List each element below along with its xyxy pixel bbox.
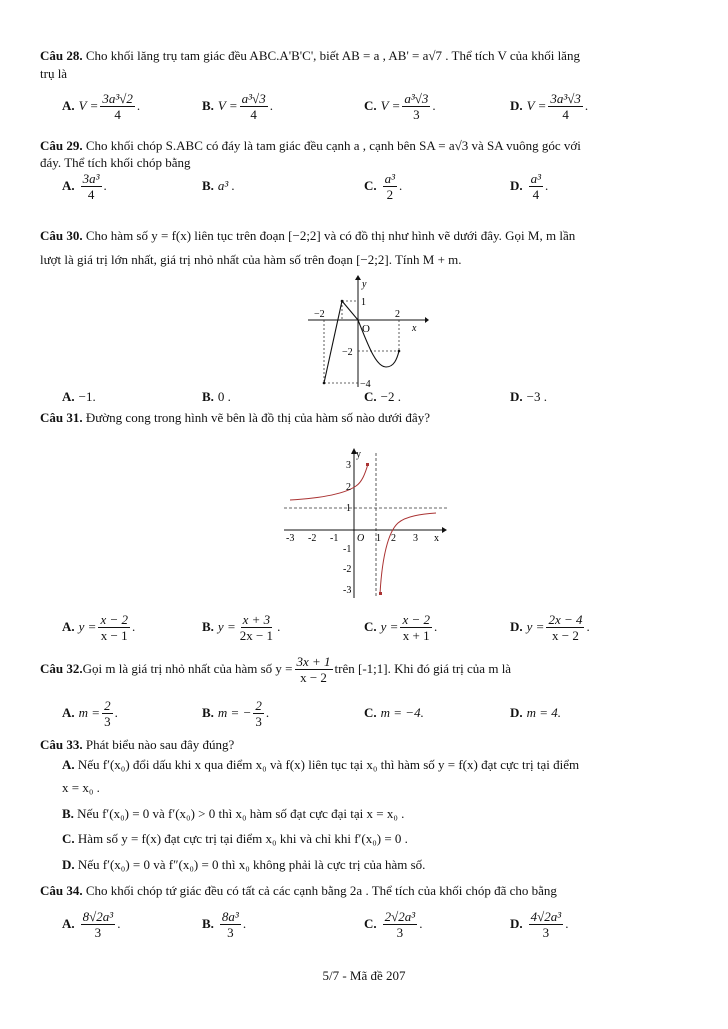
q28-line2: trụ là [40, 66, 68, 81]
q30-label: Câu 30. [40, 228, 83, 243]
option-denominator: 4 [114, 106, 121, 122]
q31-origin: O [357, 533, 365, 544]
q28-options [0, 86, 728, 126]
option-prefix: V = [380, 98, 401, 113]
option-suffix: . [545, 178, 549, 193]
q29-option-a[interactable] [62, 166, 107, 206]
option-text: 0 . [217, 389, 231, 404]
option-numerator: 8a³ [221, 908, 239, 924]
option-fraction [238, 612, 275, 643]
q33-opt-d [62, 857, 425, 873]
option-denominator: 3 [255, 713, 262, 729]
option-fraction [402, 91, 430, 122]
option-label: A. [62, 705, 75, 720]
option-numerator: x − 2 [402, 611, 430, 627]
q30-graph [300, 275, 430, 390]
option-prefix: V = [78, 98, 99, 113]
q31-options [0, 607, 728, 647]
option-label: B. [202, 619, 214, 634]
q30-text: Cho hàm số y = f(x) liên tục trên đoạn [−2;2] và có đồ thị như hình vẽ dưới đây. Gọi M, m lần [82, 228, 576, 243]
option-label: B. [202, 705, 214, 720]
option-numerator: a³ [384, 170, 396, 186]
option-denominator: x − 1 [100, 627, 128, 643]
q30-x-arrow [425, 317, 429, 323]
page-footer: 5/7 - Mã đề 207 [322, 968, 406, 983]
q29-option-d[interactable] [510, 166, 548, 206]
option-denominator: 4 [562, 106, 569, 122]
q31-xtick-neg2: -2 [308, 533, 317, 544]
q28-option-b[interactable] [202, 86, 273, 126]
option-fraction [400, 612, 432, 643]
q29-line2: đáy. Thể tích khối chóp bằng [40, 155, 191, 170]
q30-label-neg2x: −2 [314, 309, 325, 320]
option-suffix: . [136, 98, 141, 113]
q32-options [0, 693, 728, 733]
option-fraction [102, 698, 113, 729]
option-label: D. [510, 705, 523, 720]
q31-left-branch [290, 464, 368, 500]
q31-x-arrow [442, 527, 447, 533]
option-denominator: 4 [87, 186, 95, 202]
option-fraction [81, 909, 116, 940]
option-denominator: 4 [250, 106, 257, 122]
option-label: C. [364, 389, 377, 404]
option-numerator: 2√2a³ [384, 908, 416, 924]
option-label: C. [364, 619, 377, 634]
q31-option-c[interactable] [364, 607, 437, 647]
q33-opt-b [62, 806, 404, 822]
q28-option-c[interactable] [364, 86, 436, 126]
q28-line1 [40, 48, 580, 64]
option-suffix: . [131, 619, 136, 634]
option-label: A. [62, 916, 75, 931]
q33-a-text: Nếu f′(x₀) đổi dấu khi x qua điểm x₀ và f(x) liên tục tại x₀ thì hàm số y = f(x) đạt cực trị tại điểm [74, 757, 580, 772]
q30-origin: O [362, 323, 370, 335]
option-suffix: . [399, 178, 403, 193]
option-fraction [98, 612, 130, 643]
q29-label: Câu 29. [40, 138, 83, 153]
option-denominator: 4 [532, 186, 540, 202]
option-fraction [253, 698, 264, 729]
q33-a-label: A. [62, 757, 75, 772]
q31-xtick-neg1: -1 [330, 533, 339, 544]
q31-ytick-3: 3 [346, 460, 351, 471]
option-label: B. [202, 916, 214, 931]
q30-label-1: 1 [361, 297, 366, 308]
q32-num: 3x + 1 [296, 653, 331, 669]
option-fraction [81, 171, 102, 202]
q32-post: trên [-1;1]. Khi đó giá trị của m là [334, 661, 512, 676]
option-text: −2 . [380, 389, 401, 404]
option-denominator: 2x − 1 [239, 627, 274, 643]
q28-label: Câu 28. [40, 48, 83, 63]
option-suffix: . [114, 705, 118, 720]
q30-option-b[interactable] [202, 386, 231, 408]
q34-text: Cho khối chóp tứ giác đều có tất cả các cạnh bằng 2a . Thể tích của khối chóp đã cho bằng [82, 883, 557, 898]
option-prefix: y = [78, 619, 97, 634]
q31-x-label: x [434, 533, 439, 544]
option-denominator: x + 1 [402, 627, 430, 643]
option-suffix: . [269, 98, 273, 113]
option-label: B. [202, 98, 214, 113]
option-label: C. [364, 178, 377, 193]
option-fraction [548, 91, 583, 122]
q30-label-neg2y: −2 [342, 347, 353, 358]
q32-option-b[interactable] [202, 693, 269, 733]
q33-text: Phát biểu nào sau đây đúng? [82, 737, 235, 752]
option-fraction [529, 909, 564, 940]
q33-line1 [40, 737, 234, 753]
q34-options [0, 904, 728, 944]
option-text: −3 . [526, 389, 547, 404]
q33-opt-a-cont: x = x₀ . [62, 780, 100, 795]
option-denominator: 3 [227, 924, 234, 940]
option-suffix: . [432, 98, 436, 113]
option-prefix: y = [217, 619, 236, 634]
q30-option-c[interactable] [364, 386, 401, 408]
q31-xtick-neg3: -3 [286, 533, 295, 544]
q31-ytick-2: 2 [346, 482, 351, 493]
option-label: D. [510, 389, 523, 404]
q30-line1 [40, 228, 575, 244]
q31-text: Đường cong trong hình vẽ bên là đồ thị của hàm số nào dưới đây? [82, 410, 430, 425]
option-label: D. [510, 178, 523, 193]
option-fraction [383, 171, 397, 202]
option-prefix: m = 4. [526, 705, 562, 720]
option-denominator: 3 [542, 924, 550, 940]
q33-opt-a [62, 757, 579, 773]
q31-xtick-3: 3 [413, 533, 418, 544]
q34-line1 [40, 883, 557, 899]
q32-option-c[interactable] [364, 693, 424, 733]
q31-xtick-2: 2 [391, 533, 396, 544]
q32-option-a[interactable] [62, 693, 118, 733]
option-label: D. [510, 619, 523, 634]
option-prefix: m = −4. [380, 705, 424, 720]
q30-label-neg4: −4 [360, 379, 371, 390]
option-label: C. [364, 98, 377, 113]
option-suffix: . [242, 916, 247, 931]
option-fraction [100, 91, 135, 122]
q31-right-branch [380, 513, 436, 594]
option-prefix: m = − [217, 705, 252, 720]
q30-x-label: x [412, 323, 417, 334]
q33-c-text: Hàm số y = f(x) đạt cực trị tại điểm x₀ khi và chỉ khi f′(x₀) = 0 . [74, 831, 408, 846]
option-fraction [546, 612, 584, 643]
option-numerator: a³ [530, 170, 542, 186]
option-suffix: . [265, 705, 270, 720]
option-denominator: 3 [104, 713, 111, 729]
option-suffix: . [586, 619, 590, 634]
option-label: D. [510, 98, 523, 113]
q31-option-d[interactable] [510, 607, 590, 647]
q34-option-a[interactable] [62, 904, 120, 944]
option-label: D. [510, 916, 523, 931]
option-numerator: x − 2 [100, 611, 128, 627]
option-denominator: x − 2 [552, 627, 579, 643]
option-suffix: . [117, 916, 121, 931]
q30-y-label: y [362, 279, 367, 290]
q32-fraction [295, 654, 333, 685]
option-fraction [529, 171, 543, 202]
option-denominator: 3 [413, 106, 420, 122]
q31-y-label: y [356, 449, 361, 460]
q29-options [0, 166, 728, 206]
option-label: C. [364, 916, 377, 931]
option-numerator: x + 3 [242, 611, 271, 627]
q33-b-text: Nếu f′(x₀) = 0 và f′(x₀) > 0 thì x₀ hàm số đạt cực đại tại x = x₀ . [73, 806, 405, 821]
q32-line1 [40, 652, 511, 686]
q29-option-b[interactable] [202, 166, 235, 206]
q33-label: Câu 33. [40, 737, 83, 752]
option-fraction [240, 91, 268, 122]
q32-den: x − 2 [300, 669, 327, 685]
q29-line1 [40, 138, 581, 154]
q28-text: Cho khối lăng trụ tam giác đều ABC.A'B'C', biết AB = a , AB' = a√7 . Thể tích V của khối lăng [82, 48, 580, 63]
q31-xtick-1: 1 [376, 533, 381, 544]
q31-graph [284, 448, 454, 600]
option-denominator: 3 [396, 924, 404, 940]
option-numerator: 3a³√2 [102, 90, 133, 106]
option-label: B. [202, 178, 214, 193]
q34-label: Câu 34. [40, 883, 83, 898]
q29-option-c[interactable] [364, 166, 402, 206]
option-fraction [383, 909, 418, 940]
q28-option-d[interactable] [510, 86, 588, 126]
option-numerator: 2 [104, 697, 111, 713]
option-suffix: . [103, 178, 107, 193]
q31-label: Câu 31. [40, 410, 83, 425]
option-numerator: 8√2a³ [82, 908, 114, 924]
option-prefix: y = [526, 619, 545, 634]
option-prefix: V = [526, 98, 547, 113]
q30-guides [324, 301, 399, 383]
q30-option-a[interactable] [62, 386, 96, 408]
q30-y-arrow [355, 275, 361, 280]
q33-d-text: Nếu f′(x₀) = 0 và f″(x₀) = 0 thì x₀ không phải là cực trị của hàm số. [74, 857, 426, 872]
option-prefix: y = [380, 619, 399, 634]
option-label: A. [62, 389, 75, 404]
option-label: B. [202, 389, 214, 404]
option-numerator: 3a³ [82, 170, 100, 186]
q34-option-d[interactable] [510, 904, 568, 944]
q30-option-d[interactable] [510, 386, 547, 408]
q30-label-2: 2 [395, 309, 400, 320]
q30-options [0, 386, 728, 408]
q34-option-c[interactable] [364, 904, 422, 944]
option-label: C. [364, 705, 377, 720]
q31-ytick-neg1: -1 [343, 544, 352, 555]
option-suffix: . [419, 916, 423, 931]
q31-ytick-neg3: -3 [343, 585, 352, 596]
option-fraction [220, 909, 241, 940]
option-denominator: 3 [94, 924, 102, 940]
q30-curve [324, 301, 399, 383]
q29-text: Cho khối chóp S.ABC có đáy là tam giác đều cạnh a , cạnh bên SA = a√3 và SA vuông góc với [82, 138, 581, 153]
option-numerator: a³√3 [241, 90, 266, 106]
q32-label: Câu 32. [40, 661, 83, 676]
q33-b-label: B. [62, 806, 74, 821]
q30-line2: lượt là giá trị lớn nhất, giá trị nhỏ nhất của hàm số trên đoạn [−2;2]. Tính M + m. [40, 252, 462, 267]
q28-option-a[interactable] [62, 86, 140, 126]
option-label: A. [62, 98, 75, 113]
option-suffix: . [584, 98, 589, 113]
option-label: A. [62, 619, 75, 634]
q31-ytick-1: 1 [346, 503, 351, 514]
q31-ytick-neg2: -2 [343, 564, 352, 575]
q33-c-label: C. [62, 831, 75, 846]
option-prefix: V = [217, 98, 238, 113]
option-text: −1. [78, 389, 96, 404]
q33-opt-c [62, 831, 408, 847]
option-prefix: m = [78, 705, 101, 720]
q34-option-b[interactable] [202, 904, 246, 944]
option-numerator: 2x − 4 [548, 611, 583, 627]
q31-option-b[interactable] [202, 607, 280, 647]
q31-line1 [40, 410, 430, 426]
option-numerator: 2 [255, 697, 262, 713]
option-label: A. [62, 178, 75, 193]
q32-option-d[interactable] [510, 693, 561, 733]
q32-pre: Gọi m là giá trị nhỏ nhất của hàm số y = [82, 661, 293, 676]
option-denominator: 2 [386, 186, 394, 202]
option-suffix: . [433, 619, 438, 634]
option-numerator: 3a³√3 [550, 90, 581, 106]
q31-option-a[interactable] [62, 607, 135, 647]
q33-d-label: D. [62, 857, 75, 872]
option-suffix: . [277, 619, 281, 634]
option-prefix: a³ . [217, 178, 235, 193]
option-numerator: 4√2a³ [530, 908, 562, 924]
option-numerator: a³√3 [404, 90, 429, 106]
option-suffix: . [565, 916, 569, 931]
